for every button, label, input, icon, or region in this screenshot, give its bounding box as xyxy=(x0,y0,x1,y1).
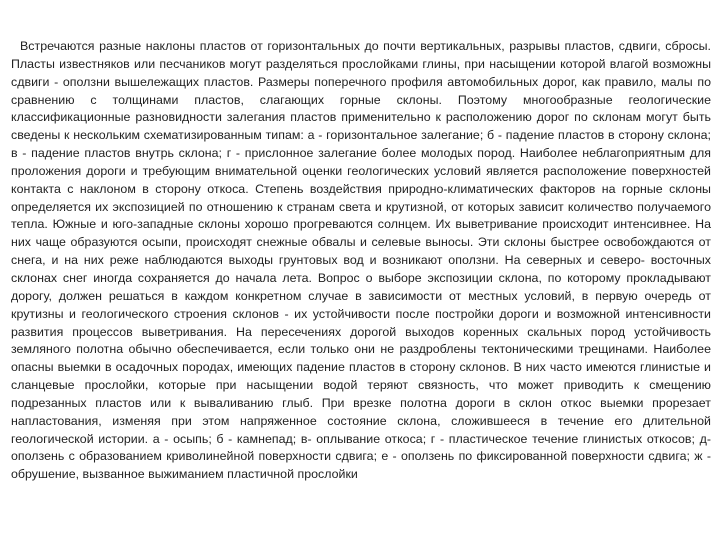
body-paragraph: Встречаются разные наклоны пластов от горизонтальных до почти вертикальных, разрывы пластов, сдвиги, сбросы. Пласты известняков или песчаников могут разделяться прослойками глины, при насыщении которой влагой возможны сдвиги - оползни вышележащих пластов. Размеры поперечного профиля автомобильных дорог, как правило, малы по сравнению с толщинами пластов, слагающих горные склоны. Поэтому многообразные геологические классификационные разновидности залегания пластов применительно к расположению дорог по склонам могут быть сведены к нескольким схематизированным типам: а - горизонтальное залегание; б - падение пластов в сторону склона; в - падение пластов внутрь склона; г - прислонное залегание более молодых пород. Наиболее неблагоприятным для проложения дороги и требующим внимательной оценки геологических условий является расположение поверхностей контакта с наклоном в сторону откоса. Степень воздействия природно-климатических факторов на горные склоны определяется их экспозицией по отношению к странам света и крутизной, от которых зависит количество получаемого тепла. Южные и юго-западные склоны хорошо прогреваются солнцем. Их выветривание происходит интенсивнее. На них чаще образуются осыпи, происходят снежные обвалы и селевые выносы. Эти склоны быстрее освобождаются от снега, и на них реже наблюдаются выходы грунтовых вод и возникают оползни. На северных и северо- восточных склонах снег иногда сохраняется до начала лета. Вопрос о выборе экспозиции склона, по которому прокладывают дорогу, должен решаться в каждом конкретном случае в зависимости от местных условий, в первую очередь от крутизны и геологического строения склонов - их устойчивости после постройки дороги и возможной интенсивности развития процессов выветривания. На пересечениях дорогой выходов коренных скальных пород устойчивость земляного полотна обычно обеспечивается, если только они не раздроблены тектоническими трещинами. Наиболее опасны выемки в осадочных породах, имеющих падение пластов в сторону склонов. В них часто имеются глинистые и сланцевые прослойки, которые при насыщении водой теряют связность, что может приводить к смещению подрезанных пластов или к вываливанию глыб. При врезке полотна дороги в склон откос выемки прорезает напластования, изменяя при этом напряженное состояние склона, сложившееся в течение его длительной геологической истории. а - осыпь; б - камнепад; в- оплывание откоса; г - пластическое течение глинистых откосов; д-оползень с образованием криволинейной поверхности сдвига; е - оползень по фиксированной поверхности сдвига; ж - обрушение, вызванное выжиманием пластичной прослойки xyxy=(11,39,711,482)
document-page xyxy=(11,38,711,484)
